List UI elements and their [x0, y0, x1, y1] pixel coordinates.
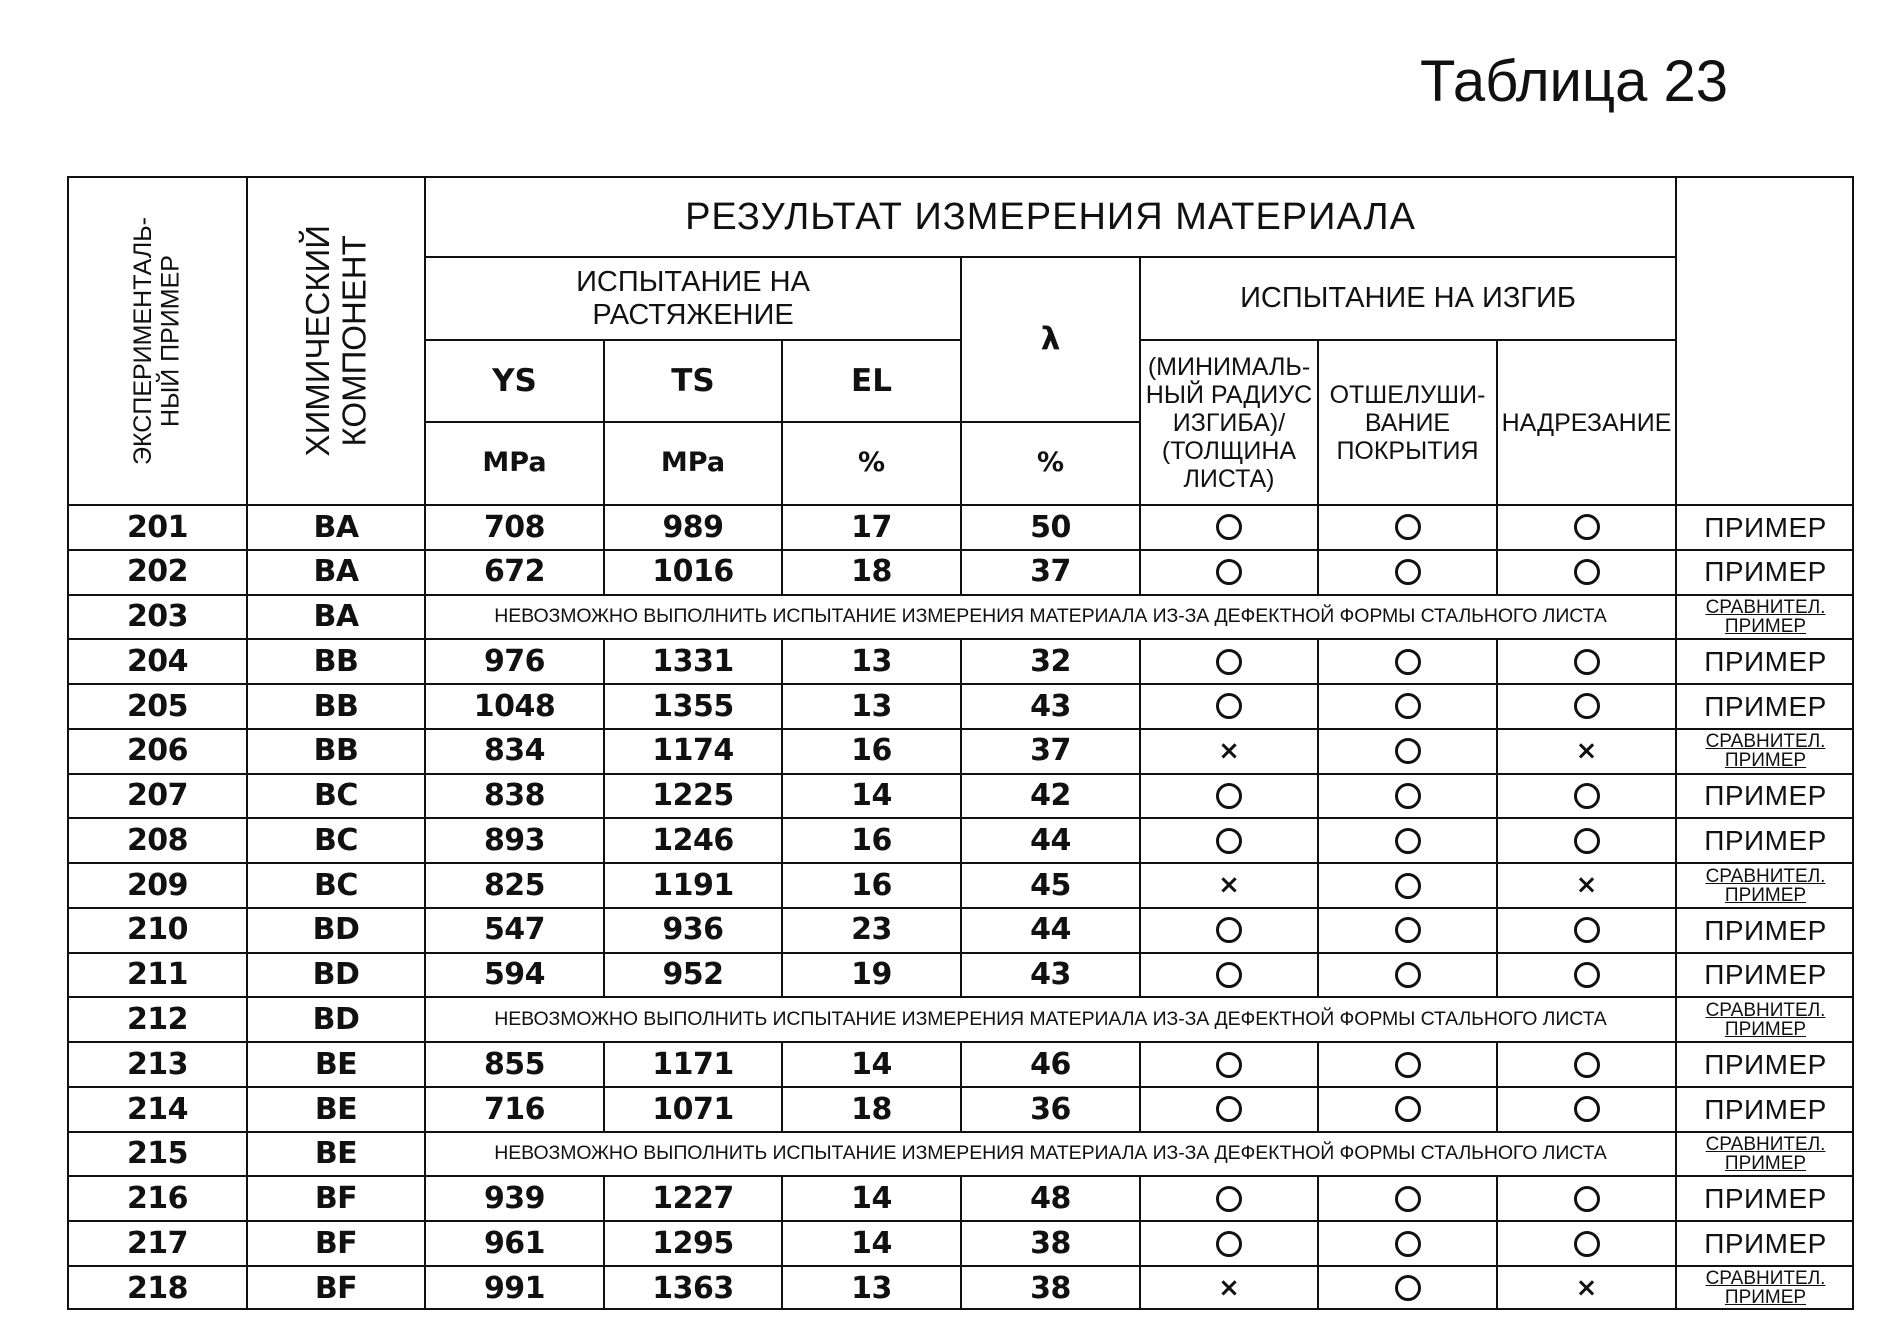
cell-chemical-component: BD [246, 907, 424, 952]
cell-classification: ПРИМЕР [1675, 1041, 1854, 1086]
cell-bend-result [1139, 1175, 1317, 1220]
cell-chemical-component: BC [246, 862, 424, 907]
cell-classification [1675, 1131, 1854, 1176]
cell-bend-result [1139, 817, 1317, 862]
cell-classification: ПРИМЕР [1675, 683, 1854, 728]
cell-notching-result [1496, 907, 1675, 952]
cell-el: 18 [781, 1086, 960, 1131]
pass-circle-icon [1574, 962, 1600, 988]
cell-bend-result [1139, 728, 1317, 773]
cell-classification: ПРИМЕР [1675, 549, 1854, 594]
cell-chemical-component: BA [246, 594, 424, 639]
pass-circle-icon [1395, 828, 1421, 854]
cell-ts: 936 [603, 907, 781, 952]
cell-ys: 834 [424, 728, 603, 773]
cell-ys: 1048 [424, 683, 603, 728]
cell-example-id: 206 [67, 728, 246, 773]
pass-circle-icon [1574, 649, 1600, 675]
cell-chemical-component: BC [246, 773, 424, 818]
cell-example-id: 211 [67, 952, 246, 997]
pass-circle-icon [1395, 783, 1421, 809]
cell-el: 23 [781, 907, 960, 952]
cell-chemical-component: BF [246, 1220, 424, 1265]
cell-bend-result [1139, 683, 1317, 728]
cell-ys: 672 [424, 549, 603, 594]
pass-circle-icon [1395, 1275, 1421, 1301]
pass-circle-icon [1216, 1186, 1242, 1212]
cell-peeling-result [1317, 1220, 1496, 1265]
header-peeling: ОТШЕЛУШИ- ВАНИЕ ПОКРЫТИЯ [1317, 339, 1496, 504]
header-experimental-example [67, 176, 246, 504]
cell-chemical-component: BE [246, 1131, 424, 1176]
cell-lambda: 38 [960, 1220, 1139, 1265]
cell-ys: 893 [424, 817, 603, 862]
classification-comparative-line1: СРАВНИТЕЛ. [1705, 999, 1826, 1021]
cell-example-id: 213 [67, 1041, 246, 1086]
cell-ts: 1295 [603, 1220, 781, 1265]
cell-example-id: 209 [67, 862, 246, 907]
cell-chemical-component: BB [246, 728, 424, 773]
fail-cross-icon: × [1218, 869, 1240, 900]
cell-chemical-component: BD [246, 996, 424, 1041]
cell-impossible-note [424, 594, 1675, 639]
cell-ys: 855 [424, 1041, 603, 1086]
cell-peeling-result [1317, 549, 1496, 594]
unit-lambda: % [960, 421, 1139, 504]
classification-comparative-line1: СРАВНИТЕЛ. [1705, 865, 1826, 887]
pass-circle-icon [1216, 514, 1242, 540]
header-ys: YS [424, 339, 603, 421]
cell-ts: 1246 [603, 817, 781, 862]
cell-el: 17 [781, 504, 960, 549]
cell-bend-result [1139, 773, 1317, 818]
pass-circle-icon [1574, 1231, 1600, 1257]
unit-ys: MPa [424, 421, 603, 504]
cell-chemical-component: BB [246, 683, 424, 728]
cell-el: 14 [781, 1175, 960, 1220]
pass-circle-icon [1574, 693, 1600, 719]
pass-circle-icon [1216, 962, 1242, 988]
cell-peeling-result [1317, 907, 1496, 952]
pass-circle-icon [1395, 962, 1421, 988]
cell-ts: 1355 [603, 683, 781, 728]
cell-chemical-component: BA [246, 549, 424, 594]
cell-chemical-component: BF [246, 1265, 424, 1310]
cell-el: 14 [781, 1041, 960, 1086]
pass-circle-icon [1395, 873, 1421, 899]
cell-bend-result [1139, 907, 1317, 952]
cell-example-id: 203 [67, 594, 246, 639]
cell-bend-result [1139, 549, 1317, 594]
classification-comparative-line1: СРАВНИТЕЛ. [1705, 731, 1826, 753]
cell-example-id: 216 [67, 1175, 246, 1220]
cell-classification [1675, 862, 1854, 907]
cell-classification: ПРИМЕР [1675, 907, 1854, 952]
fail-cross-icon: × [1575, 735, 1598, 766]
cell-example-id: 208 [67, 817, 246, 862]
cell-chemical-component: BA [246, 504, 424, 549]
cell-classification: ПРИМЕР [1675, 638, 1854, 683]
header-chemical-component-line2: КОМПОНЕНТ [335, 235, 372, 447]
cell-classification [1675, 728, 1854, 773]
cell-peeling-result [1317, 773, 1496, 818]
cell-bend-result [1139, 638, 1317, 683]
cell-classification: ПРИМЕР [1675, 1175, 1854, 1220]
cell-notching-result [1496, 549, 1675, 594]
cell-bend-result [1139, 952, 1317, 997]
cell-ts: 1191 [603, 862, 781, 907]
cell-ys: 976 [424, 638, 603, 683]
cell-lambda: 45 [960, 862, 1139, 907]
classification-comparative-line2: ПРИМЕР [1724, 1153, 1807, 1175]
cell-bend-result [1139, 1265, 1317, 1310]
cell-peeling-result [1317, 817, 1496, 862]
cell-example-id: 201 [67, 504, 246, 549]
header-chemical-component [246, 176, 424, 504]
pass-circle-icon [1395, 1096, 1421, 1122]
cell-classification: ПРИМЕР [1675, 773, 1854, 818]
cell-ys: 991 [424, 1265, 603, 1310]
header-min-radius: (МИНИМАЛЬ- НЫЙ РАДИУС ИЗГИБА)/ (ТОЛЩИНА ЛИСТА) [1139, 339, 1317, 504]
fail-cross-icon: × [1575, 869, 1598, 900]
pass-circle-icon [1216, 1096, 1242, 1122]
cell-ts: 1331 [603, 638, 781, 683]
header-ts: TS [603, 339, 781, 421]
cell-el: 13 [781, 638, 960, 683]
cell-el: 16 [781, 862, 960, 907]
cell-peeling-result [1317, 683, 1496, 728]
cell-peeling-result [1317, 1086, 1496, 1131]
cell-ts: 1227 [603, 1175, 781, 1220]
cell-el: 13 [781, 1265, 960, 1310]
cell-bend-result [1139, 1086, 1317, 1131]
cell-notching-result [1496, 817, 1675, 862]
pass-circle-icon [1216, 693, 1242, 719]
cell-lambda: 32 [960, 638, 1139, 683]
cell-classification: ПРИМЕР [1675, 817, 1854, 862]
cell-classification [1675, 996, 1854, 1041]
cell-example-id: 215 [67, 1131, 246, 1176]
cell-el: 16 [781, 817, 960, 862]
pass-circle-icon [1574, 559, 1600, 585]
pass-circle-icon [1574, 1186, 1600, 1212]
cell-ys: 838 [424, 773, 603, 818]
cell-notching-result [1496, 1041, 1675, 1086]
cell-notching-result [1496, 1220, 1675, 1265]
pass-circle-icon [1395, 649, 1421, 675]
cell-peeling-result [1317, 728, 1496, 773]
header-lambda: λ [960, 256, 1139, 421]
cell-lambda: 46 [960, 1041, 1139, 1086]
pass-circle-icon [1216, 649, 1242, 675]
cell-example-id: 218 [67, 1265, 246, 1310]
fail-cross-icon: × [1218, 1272, 1240, 1303]
cell-bend-result [1139, 504, 1317, 549]
cell-notching-result [1496, 773, 1675, 818]
cell-notching-result [1496, 1265, 1675, 1310]
fail-cross-icon: × [1218, 735, 1240, 766]
cell-ys: 716 [424, 1086, 603, 1131]
cell-chemical-component: BB [246, 638, 424, 683]
cell-lambda: 37 [960, 728, 1139, 773]
page-title: Таблица 23 [1420, 49, 1729, 114]
cell-example-id: 214 [67, 1086, 246, 1131]
cell-lambda: 37 [960, 549, 1139, 594]
cell-el: 18 [781, 549, 960, 594]
unit-el: % [781, 421, 960, 504]
pass-circle-icon [1216, 1052, 1242, 1078]
cell-peeling-result [1317, 1041, 1496, 1086]
cell-classification [1675, 1265, 1854, 1310]
cell-chemical-component: BC [246, 817, 424, 862]
cell-ys: 961 [424, 1220, 603, 1265]
cell-ts: 1071 [603, 1086, 781, 1131]
cell-lambda: 44 [960, 907, 1139, 952]
cell-chemical-component: BE [246, 1041, 424, 1086]
header-notching: НАДРЕЗАНИЕ [1496, 339, 1675, 504]
cell-example-id: 205 [67, 683, 246, 728]
impossible-note-text: НЕВОЗМОЖНО ВЫПОЛНИТЬ ИСПЫТАНИЕ ИЗМЕРЕНИЯ МАТЕРИАЛА ИЗ-ЗА ДЕФЕКТНОЙ ФОРМЫ СТАЛЬНОГО ЛИСТА [494, 1142, 1607, 1165]
classification-comparative-line2: ПРИМЕР [1724, 750, 1807, 772]
pass-circle-icon [1395, 514, 1421, 540]
pass-circle-icon [1395, 1231, 1421, 1257]
pass-circle-icon [1216, 917, 1242, 943]
pass-circle-icon [1574, 1096, 1600, 1122]
cell-impossible-note [424, 1131, 1675, 1176]
cell-peeling-result [1317, 952, 1496, 997]
header-measurement-result: РЕЗУЛЬТАТ ИЗМЕРЕНИЯ МАТЕРИАЛА [424, 176, 1675, 256]
cell-ys: 939 [424, 1175, 603, 1220]
header-classification-empty [1675, 176, 1854, 504]
cell-notching-result [1496, 1086, 1675, 1131]
cell-notching-result [1496, 504, 1675, 549]
cell-classification: ПРИМЕР [1675, 952, 1854, 997]
pass-circle-icon [1574, 514, 1600, 540]
cell-classification: ПРИМЕР [1675, 1086, 1854, 1131]
pass-circle-icon [1395, 693, 1421, 719]
header-chemical-component-line1: ХИМИЧЕСКИЙ [298, 225, 336, 457]
cell-ts: 1174 [603, 728, 781, 773]
cell-ts: 952 [603, 952, 781, 997]
classification-comparative-line1: СРАВНИТЕЛ. [1705, 596, 1826, 618]
pass-circle-icon [1574, 1052, 1600, 1078]
cell-ys: 547 [424, 907, 603, 952]
cell-example-id: 202 [67, 549, 246, 594]
impossible-note-text: НЕВОЗМОЖНО ВЫПОЛНИТЬ ИСПЫТАНИЕ ИЗМЕРЕНИЯ МАТЕРИАЛА ИЗ-ЗА ДЕФЕКТНОЙ ФОРМЫ СТАЛЬНОГО ЛИСТА [494, 1007, 1607, 1030]
header-experimental-example-line1: ЭКСПЕРИМЕНТАЛЬ- [129, 217, 157, 465]
cell-el: 14 [781, 773, 960, 818]
unit-ts: MPa [603, 421, 781, 504]
cell-example-id: 210 [67, 907, 246, 952]
pass-circle-icon [1216, 559, 1242, 585]
pass-circle-icon [1574, 917, 1600, 943]
cell-ys: 594 [424, 952, 603, 997]
results-table [67, 176, 1854, 1310]
pass-circle-icon [1574, 783, 1600, 809]
cell-notching-result [1496, 862, 1675, 907]
cell-peeling-result [1317, 504, 1496, 549]
cell-peeling-result [1317, 862, 1496, 907]
cell-lambda: 43 [960, 683, 1139, 728]
pass-circle-icon [1395, 917, 1421, 943]
header-experimental-example-line2: НЫЙ ПРИМЕР [156, 255, 185, 427]
cell-ts: 1171 [603, 1041, 781, 1086]
cell-lambda: 44 [960, 817, 1139, 862]
cell-bend-result [1139, 1220, 1317, 1265]
pass-circle-icon [1395, 738, 1421, 764]
cell-lambda: 36 [960, 1086, 1139, 1131]
cell-el: 16 [781, 728, 960, 773]
cell-el: 14 [781, 1220, 960, 1265]
cell-bend-result [1139, 1041, 1317, 1086]
cell-el: 19 [781, 952, 960, 997]
cell-lambda: 43 [960, 952, 1139, 997]
cell-lambda: 42 [960, 773, 1139, 818]
cell-notching-result [1496, 952, 1675, 997]
cell-notching-result [1496, 1175, 1675, 1220]
cell-peeling-result [1317, 1265, 1496, 1310]
cell-chemical-component: BE [246, 1086, 424, 1131]
fail-cross-icon: × [1575, 1272, 1598, 1303]
cell-peeling-result [1317, 638, 1496, 683]
classification-comparative-line1: СРАВНИТЕЛ. [1705, 1134, 1826, 1156]
cell-ts: 1225 [603, 773, 781, 818]
pass-circle-icon [1574, 828, 1600, 854]
cell-ts: 1363 [603, 1265, 781, 1310]
cell-example-id: 204 [67, 638, 246, 683]
cell-example-id: 207 [67, 773, 246, 818]
cell-classification: ПРИМЕР [1675, 1220, 1854, 1265]
cell-lambda: 38 [960, 1265, 1139, 1310]
classification-comparative-line2: ПРИМЕР [1724, 1018, 1807, 1040]
cell-ts: 989 [603, 504, 781, 549]
classification-comparative-line2: ПРИМЕР [1724, 884, 1807, 906]
cell-chemical-component: BF [246, 1175, 424, 1220]
classification-comparative-line2: ПРИМЕР [1724, 1287, 1807, 1309]
pass-circle-icon [1216, 828, 1242, 854]
pass-circle-icon [1395, 559, 1421, 585]
cell-ys: 825 [424, 862, 603, 907]
cell-lambda: 50 [960, 504, 1139, 549]
cell-ts: 1016 [603, 549, 781, 594]
cell-example-id: 212 [67, 996, 246, 1041]
cell-classification [1675, 594, 1854, 639]
cell-peeling-result [1317, 1175, 1496, 1220]
header-bend-test: ИСПЫТАНИЕ НА ИЗГИБ [1139, 256, 1675, 339]
cell-notching-result [1496, 638, 1675, 683]
cell-notching-result [1496, 728, 1675, 773]
cell-el: 13 [781, 683, 960, 728]
cell-example-id: 217 [67, 1220, 246, 1265]
cell-classification: ПРИМЕР [1675, 504, 1854, 549]
classification-comparative-line2: ПРИМЕР [1724, 615, 1807, 637]
cell-impossible-note [424, 996, 1675, 1041]
cell-notching-result [1496, 683, 1675, 728]
classification-comparative-line1: СРАВНИТЕЛ. [1705, 1268, 1826, 1290]
header-el: EL [781, 339, 960, 421]
header-tensile-test: ИСПЫТАНИЕ НА РАСТЯЖЕНИЕ [424, 256, 960, 339]
pass-circle-icon [1216, 783, 1242, 809]
impossible-note-text: НЕВОЗМОЖНО ВЫПОЛНИТЬ ИСПЫТАНИЕ ИЗМЕРЕНИЯ МАТЕРИАЛА ИЗ-ЗА ДЕФЕКТНОЙ ФОРМЫ СТАЛЬНОГО ЛИСТА [494, 605, 1607, 627]
cell-bend-result [1139, 862, 1317, 907]
pass-circle-icon [1395, 1052, 1421, 1078]
cell-lambda: 48 [960, 1175, 1139, 1220]
cell-chemical-component: BD [246, 952, 424, 997]
pass-circle-icon [1395, 1186, 1421, 1212]
pass-circle-icon [1216, 1231, 1242, 1257]
cell-ys: 708 [424, 504, 603, 549]
